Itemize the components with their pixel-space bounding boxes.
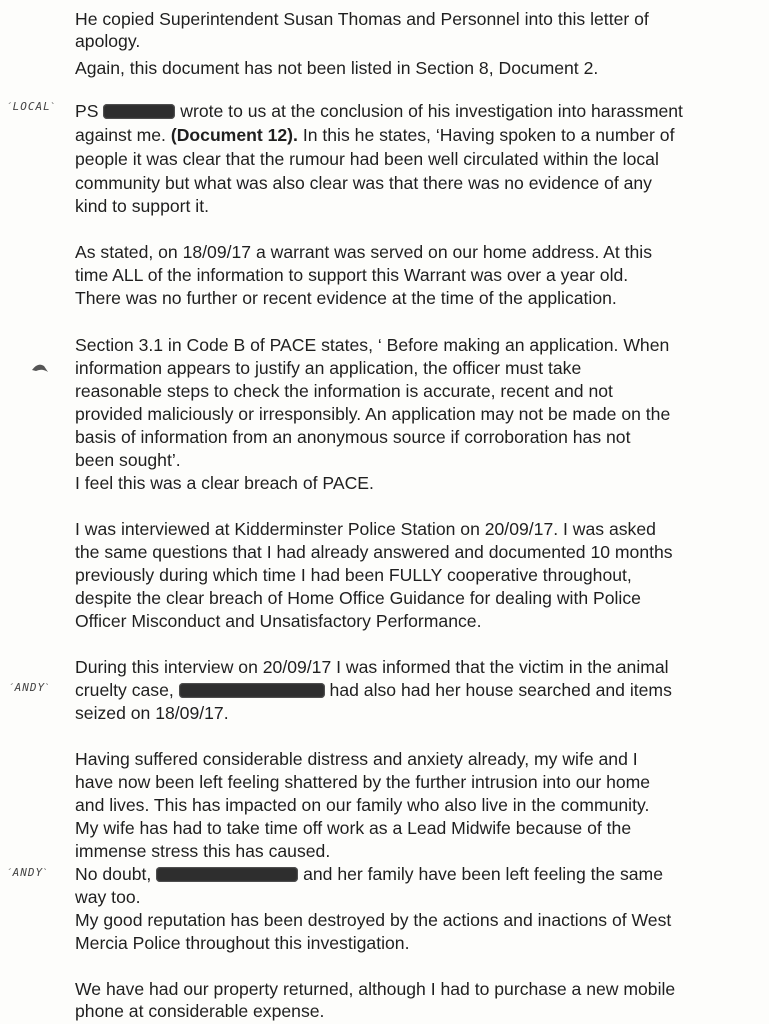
text-line: He copied Superintendent Susan Thomas and Personnel into this letter of (75, 9, 649, 29)
text-line: and lives. This has impacted on our family who also live in the community. (75, 795, 650, 815)
text-line (75, 124, 674, 146)
text-segment: No doubt, (75, 864, 152, 884)
text-line: despite the clear breach of Home Office Guidance for dealing with Police (75, 588, 641, 608)
text-line: basis of information from an anonymous source if corroboration has not (75, 427, 631, 447)
text-line (75, 100, 683, 122)
redaction-block (156, 867, 298, 882)
text-line: As stated, on 18/09/17 a warrant was served on our home address. At this (75, 242, 653, 262)
text-line: way too. (75, 887, 141, 907)
text-line: kind to support it. (75, 196, 209, 216)
text-line: been sought’. (75, 450, 181, 470)
text-segment: against me. (75, 125, 166, 145)
text-line: My wife has had to take time off work as a Lead Midwife because of the (75, 818, 632, 838)
text-line: seized on 18/09/17. (75, 703, 229, 723)
text-line: Officer Misconduct and Unsatisfactory Performance. (75, 611, 482, 631)
text-line: I was interviewed at Kidderminster Police Station on 20/09/17. I was asked (75, 519, 656, 539)
text-line: apology. (75, 31, 141, 51)
text-segment: In this he states, ‘Having spoken to a number of (302, 125, 675, 145)
text-segment: cruelty case, (75, 680, 174, 700)
text-line: There was no further or recent evidence at the time of the application. (75, 288, 617, 308)
text-line: have now been left feeling shattered by the further intrusion into our home (75, 772, 651, 792)
text-line: provided maliciously or irresponsibly. An application may not be made on the (75, 404, 671, 424)
text-line: community but what was also clear was that there was no evidence of any (75, 173, 652, 193)
document-reference: (Document 12). (170, 125, 298, 145)
text-segment: and her family have been left feeling the same (303, 864, 663, 884)
text-line: We have had our property returned, although I had to purchase a new mobile (75, 979, 676, 999)
pen-mark-icon (30, 358, 54, 376)
text-line: previously during which time I had been FULLY cooperative throughout, (75, 565, 632, 585)
text-line: Again, this document has not been listed in Section 8, Document 2. (75, 58, 599, 78)
text-line: people it was clear that the rumour had been well circulated within the local (75, 149, 659, 169)
text-segment: wrote to us at the conclusion of his investigation into harassment (180, 101, 683, 121)
text-line (75, 863, 663, 885)
text-segment: had also had her house searched and items (329, 680, 672, 700)
margin-note-local: ˊLOCALˋ (8, 100, 56, 113)
text-line: During this interview on 20/09/17 I was informed that the victim in the animal (75, 657, 669, 677)
text-line (75, 679, 672, 701)
text-line: My good reputation has been destroyed by the actions and inactions of West (75, 910, 672, 930)
text-line: Section 3.1 in Code B of PACE states, ‘ Before making an application. When (75, 335, 670, 355)
ps-prefix: PS (75, 101, 99, 121)
text-line: information appears to justify an application, the officer must take (75, 358, 582, 378)
text-line: phone at considerable expense. (75, 1001, 325, 1021)
redaction-block (103, 104, 175, 119)
text-line: time ALL of the information to support this Warrant was over a year old. (75, 265, 629, 285)
text-line: Having suffered considerable distress and anxiety already, my wife and I (75, 749, 638, 769)
redaction-block (179, 683, 325, 698)
margin-note-andy: ˊANDYˋ (8, 866, 48, 879)
text-line: immense stress this has caused. (75, 841, 331, 861)
text-line: Mercia Police throughout this investigation. (75, 933, 410, 953)
margin-note-andy: ˊANDYˋ (10, 681, 50, 694)
text-line: I feel this was a clear breach of PACE. (75, 473, 374, 493)
text-line: reasonable steps to check the information is accurate, recent and not (75, 381, 613, 401)
text-line: the same questions that I had already answered and documented 10 months (75, 542, 673, 562)
